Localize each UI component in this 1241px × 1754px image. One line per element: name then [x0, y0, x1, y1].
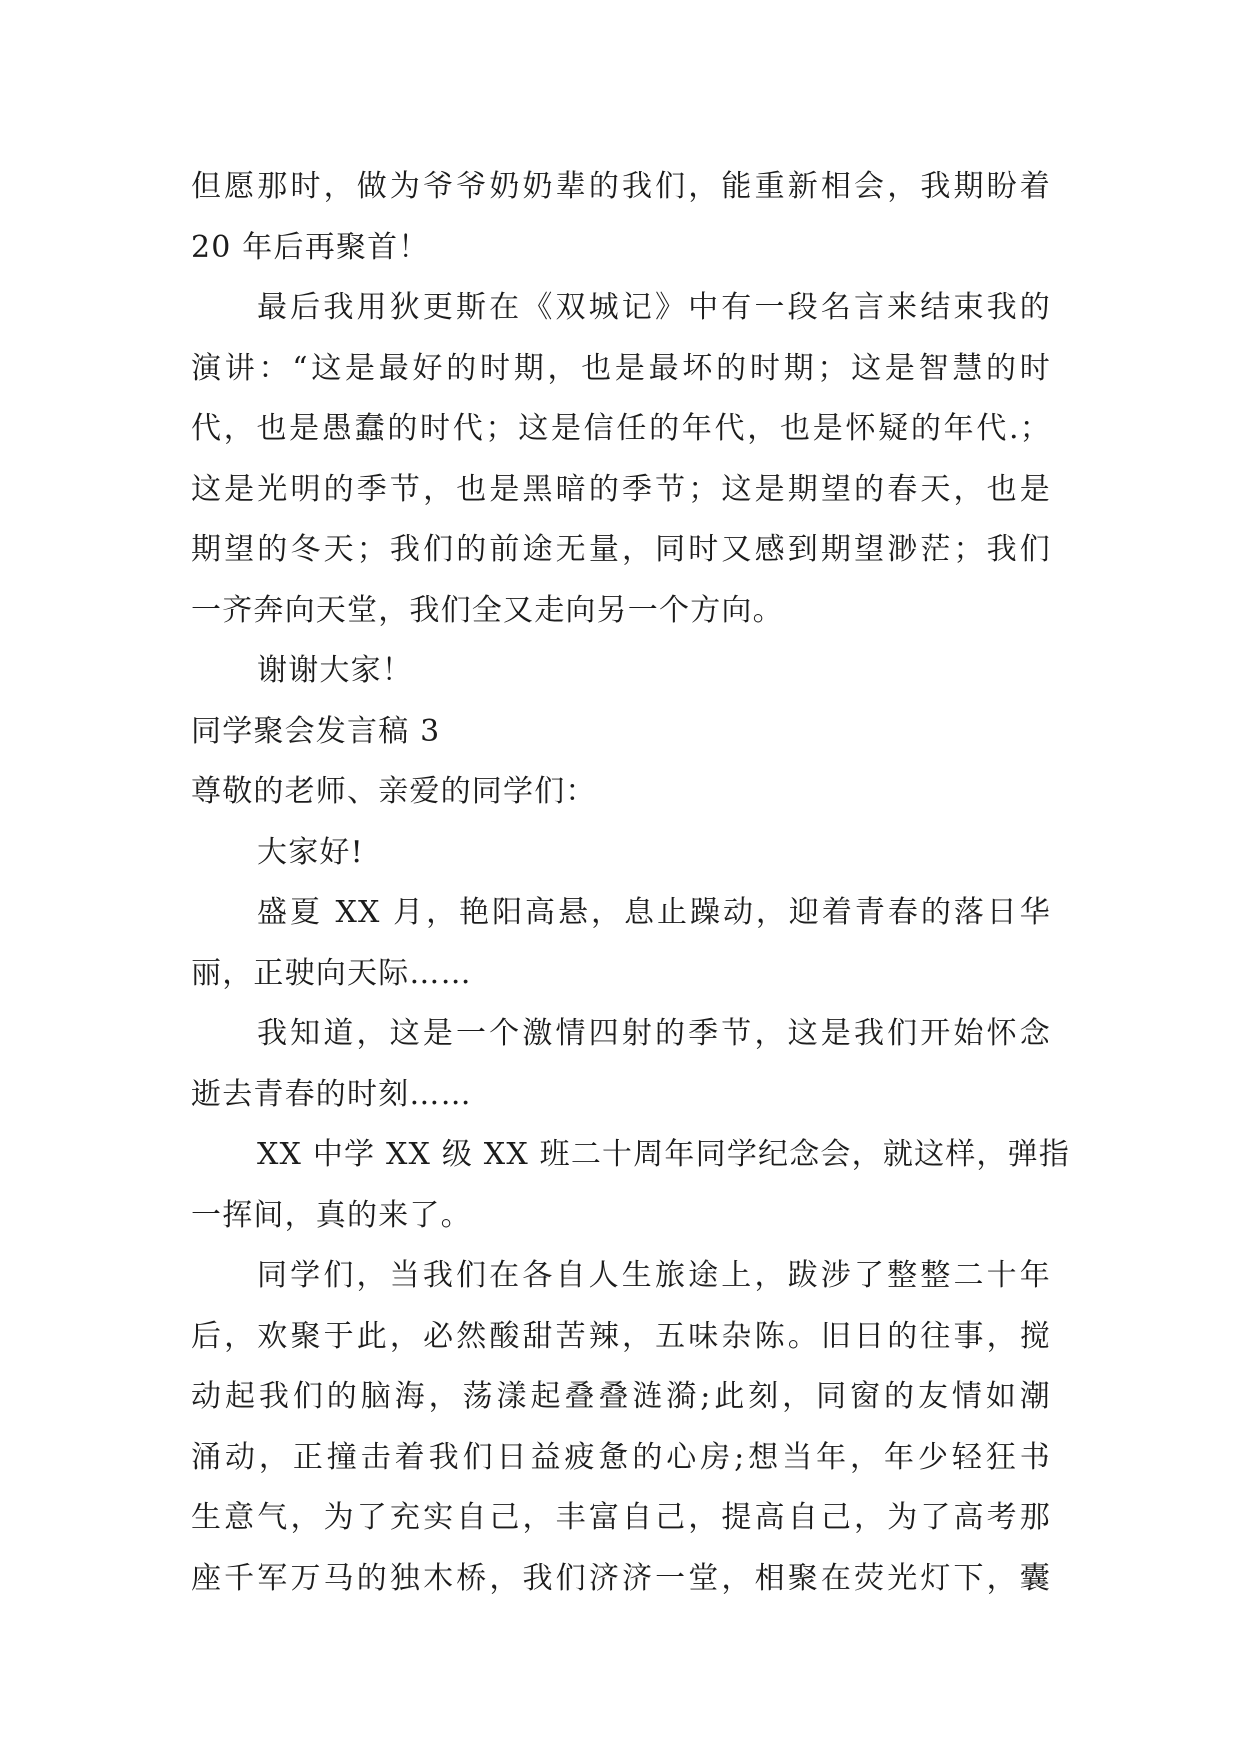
text-line: 但愿那时，做为爷爷奶奶辈的我们，能重新相会，我期盼着 [191, 169, 1051, 204]
text-line: 座千军万马的独木桥，我们济济一堂，相聚在荧光灯下，囊 [191, 1560, 1051, 1596]
text-line: 同学聚会发言稿 3 [191, 713, 441, 749]
text-line: 大家好! [257, 834, 364, 870]
text-line: 期望的冬天；我们的前途无量，同时又感到期望渺茫；我们 [191, 532, 1051, 567]
text-line: 动起我们的脑海，荡漾起叠叠涟漪;此刻，同窗的友情如潮 [191, 1379, 1051, 1414]
text-line: 演讲：“这是最好的时期，也是最坏的时期；这是智慧的时 [191, 350, 1051, 386]
text-line: 一挥间，真的来了。 [191, 1197, 472, 1233]
text-line: 这是光明的季节，也是黑暗的季节；这是期望的春天，也是 [191, 471, 1051, 507]
document-body [191, 157, 1071, 1609]
text-line: XX 中学 XX 级 XX 班二十周年同学纪念会，就这样，弹指 [257, 1137, 1071, 1172]
text-line: 尊敬的老师、亲爱的同学们： [191, 774, 597, 809]
text-line: 同学们，当我们在各自人生旅途上，跋涉了整整二十年 [257, 1258, 1051, 1293]
text-line: 盛夏 XX 月，艳阳高悬，息止躁动，迎着青春的落日华 [257, 895, 1051, 930]
text-line: 生意气，为了充实自己，丰富自己，提高自己，为了高考那 [191, 1500, 1051, 1535]
text-line: 代，也是愚蠢的时代；这是信任的年代，也是怀疑的年代.； [191, 411, 1051, 446]
text-line: 谢谢大家！ [257, 653, 413, 688]
text-line: 最后我用狄更斯在《双城记》中有一段名言来结束我的 [257, 290, 1051, 325]
text-line: 丽，正驶向天际…… [191, 955, 472, 991]
text-line: 20 年后再聚首！ [191, 229, 430, 265]
text-line: 一齐奔向天堂，我们全又走向另一个方向。 [191, 592, 784, 628]
text-line: 后，欢聚于此，必然酸甜苦辣，五味杂陈。旧日的往事，搅 [191, 1318, 1051, 1354]
text-line: 我知道，这是一个激情四射的季节，这是我们开始怀念 [257, 1016, 1051, 1051]
text-line: 涌动，正撞击着我们日益疲惫的心房;想当年，年少轻狂书 [191, 1439, 1051, 1475]
text-line: 逝去青春的时刻…… [191, 1076, 472, 1112]
